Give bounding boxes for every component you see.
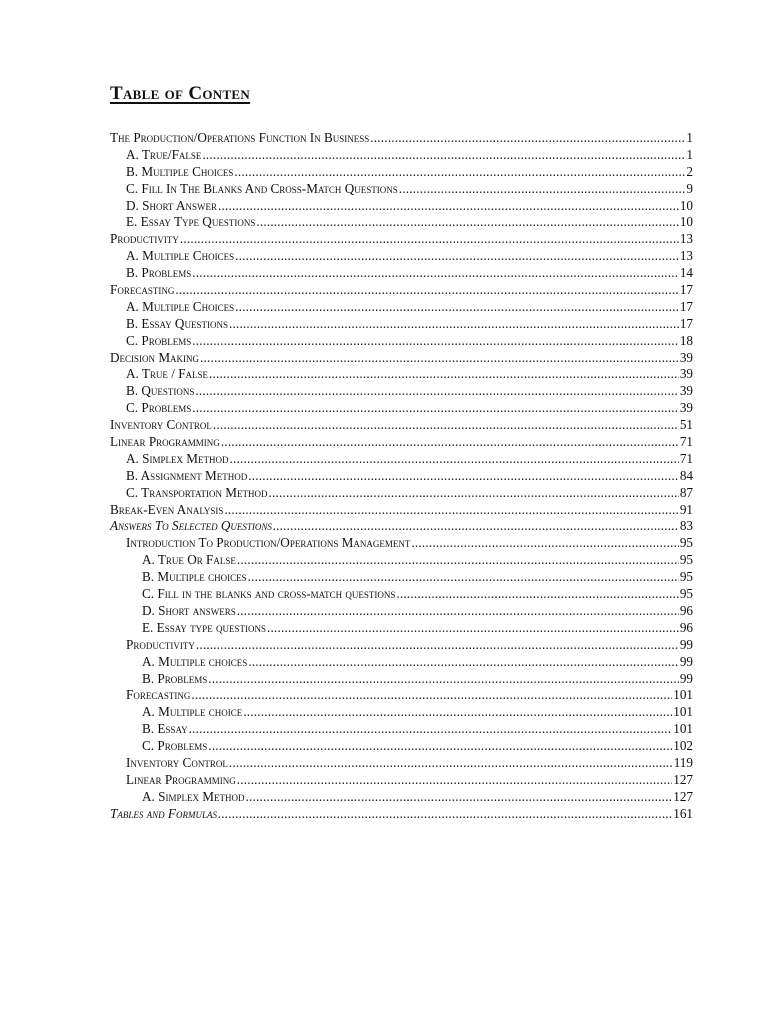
toc-entry-row (126, 468, 693, 485)
toc-entry[interactable] (0, 417, 768, 434)
toc-entry-label: Linear Programming (110, 434, 220, 450)
toc-entry-page-number: 161 (673, 805, 693, 821)
toc-entry-page-number: 17 (679, 282, 693, 298)
toc-entry-label: C. Problems (126, 332, 192, 348)
toc-entry-row (126, 181, 693, 198)
toc-entry-row (126, 485, 693, 502)
toc-entry-label: Answers To Selected Questions (110, 518, 272, 534)
toc-entry-label: B. Problems (126, 265, 192, 281)
toc-entry[interactable] (0, 637, 768, 654)
toc-entry-label: B. Questions (126, 383, 195, 399)
toc-entry-label: Forecasting (126, 687, 191, 703)
toc-entry[interactable] (0, 620, 768, 637)
toc-entry[interactable] (0, 214, 768, 231)
toc-entry[interactable] (0, 738, 768, 755)
dot-leader (213, 417, 679, 434)
toc-entry[interactable] (0, 400, 768, 417)
dot-leader (192, 333, 679, 350)
toc-entry-row (126, 248, 693, 265)
toc-entry-page-number: 10 (679, 214, 693, 230)
toc-entry-page-number: 101 (673, 687, 693, 703)
toc-entry[interactable] (0, 451, 768, 468)
toc-entry-row (142, 654, 693, 671)
toc-entry-label: B. Essay (142, 721, 188, 737)
toc-entry-label: Productivity (110, 231, 179, 247)
toc-entry[interactable] (0, 366, 768, 383)
toc-entry-page-number: 51 (679, 417, 693, 433)
toc-entry[interactable] (0, 383, 768, 400)
toc-entry-page-number: 83 (679, 518, 693, 534)
toc-entry-page-number: 99 (679, 653, 693, 669)
toc-entry-page-number: 13 (679, 248, 693, 264)
toc-entry[interactable] (0, 248, 768, 265)
toc-entry[interactable] (0, 687, 768, 704)
dot-leader (235, 299, 679, 316)
toc-entry-page-number: 87 (679, 484, 693, 500)
toc-entry-label: Break-Even Analysis (110, 501, 224, 517)
toc-entry-row (126, 535, 693, 552)
toc-title: Table of Conten (110, 83, 251, 104)
dot-leader (411, 535, 678, 552)
toc-entry-row (110, 130, 693, 147)
toc-entry[interactable] (0, 198, 768, 215)
toc-entry-row (142, 569, 693, 586)
toc-entry[interactable] (0, 434, 768, 451)
toc-entry-page-number: 1 (686, 130, 693, 145)
toc-entry-label: C. Fill In The Blanks And Cross-Match Questions (126, 180, 398, 196)
toc-entry-label: Inventory Control (126, 754, 228, 770)
toc-entry-label: B. Essay Questions (126, 315, 228, 331)
toc-entry-label: B. Multiple Choices (126, 163, 234, 179)
dot-leader (370, 130, 685, 147)
toc-entry-label: E. Essay type questions (142, 619, 266, 635)
toc-entry-label: A. Multiple choices (142, 653, 248, 669)
toc-entry-page-number: 95 (679, 569, 693, 585)
dot-leader (229, 316, 679, 333)
toc-entry-page-number: 71 (679, 450, 693, 466)
toc-entry-page-number: 101 (673, 721, 693, 737)
toc-entry-label: Inventory Control (110, 417, 212, 433)
toc-entry[interactable] (0, 704, 768, 721)
toc-entry-page-number: 95 (679, 535, 693, 551)
toc-entry-page-number: 10 (679, 197, 693, 213)
dot-leader (267, 620, 679, 637)
toc-entry-page-number: 127 (673, 771, 693, 787)
toc-entry-page-number: 71 (679, 434, 693, 450)
dot-leader (248, 569, 679, 586)
toc-entry-page-number: 95 (679, 586, 693, 602)
dot-leader (218, 806, 672, 823)
toc-entry[interactable] (0, 181, 768, 198)
dot-leader (195, 383, 678, 400)
toc-entry-page-number: 102 (673, 738, 693, 754)
toc-entry[interactable] (0, 654, 768, 671)
toc-entry[interactable] (0, 333, 768, 350)
dot-leader (237, 772, 673, 789)
toc-entry-row (126, 637, 693, 654)
toc-entry-row (142, 671, 693, 688)
toc-entry[interactable] (0, 265, 768, 282)
toc-entry-label: A. Simplex Method (126, 450, 229, 466)
dot-leader (191, 687, 672, 704)
toc-entry-row (126, 164, 693, 181)
dot-leader (209, 366, 679, 383)
toc-entry[interactable] (0, 485, 768, 502)
toc-entry-label: Tables and Formulas (110, 805, 217, 821)
toc-entry-page-number: 96 (679, 619, 693, 635)
toc-entry-page-number: 14 (679, 265, 693, 281)
dot-leader (256, 214, 678, 231)
toc-entry[interactable] (0, 350, 768, 367)
toc-entry[interactable] (0, 671, 768, 688)
toc-entry-label: The Production/Operations Function In Business (110, 130, 370, 145)
toc-entry-row (142, 552, 693, 569)
toc-entry-page-number: 99 (679, 636, 693, 652)
dot-leader (235, 248, 679, 265)
toc-entry-label: Decision Making (110, 349, 200, 365)
toc-entry[interactable] (0, 299, 768, 316)
dot-leader (208, 738, 672, 755)
toc-entry-row (110, 350, 693, 367)
dot-leader (208, 671, 679, 688)
dot-leader (224, 502, 678, 519)
toc-entry[interactable] (0, 772, 768, 789)
dot-leader (229, 451, 678, 468)
toc-entry-row (126, 214, 693, 231)
toc-entry[interactable] (0, 603, 768, 620)
toc-entry[interactable] (0, 518, 768, 535)
toc-entry-row (110, 502, 693, 519)
toc-entry-row (142, 721, 693, 738)
toc-entry[interactable] (0, 586, 768, 603)
toc-entry[interactable] (0, 282, 768, 299)
toc-entry-row (142, 738, 693, 755)
toc-entry-row (126, 755, 693, 772)
toc-entry[interactable] (0, 164, 768, 181)
toc-entry-page-number: 39 (679, 383, 693, 399)
toc-entry-row (110, 518, 693, 535)
toc-entry-label: B. Problems (142, 670, 208, 686)
toc-entry-row (126, 147, 693, 164)
toc-entry-label: A. True / False (126, 366, 209, 382)
toc-entry-row (126, 687, 693, 704)
toc-entry-label: Productivity (126, 636, 195, 652)
toc-entry[interactable] (0, 231, 768, 248)
toc-list (0, 130, 768, 823)
dot-leader (192, 265, 679, 282)
dot-leader (268, 485, 678, 502)
toc-entry-page-number: 9 (686, 180, 693, 196)
toc-entry-row (142, 704, 693, 721)
dot-leader (221, 434, 679, 451)
toc-entry-row (126, 316, 693, 333)
toc-entry-page-number: 84 (679, 467, 693, 483)
toc-entry-row (110, 434, 693, 451)
dot-leader (396, 586, 678, 603)
toc-entry-label: B. Multiple choices (142, 569, 247, 585)
toc-entry-label: B. Assignment Method (126, 467, 248, 483)
toc-entry[interactable] (0, 789, 768, 806)
dot-leader (202, 147, 685, 164)
toc-entry-row (126, 333, 693, 350)
toc-entry-row (126, 451, 693, 468)
dot-leader (200, 350, 679, 367)
dot-leader (399, 181, 686, 198)
toc-entry-page-number: 119 (673, 754, 693, 770)
toc-entry-page-number: 91 (679, 501, 693, 517)
toc-entry-page-number: 17 (679, 315, 693, 331)
toc-entry-label: C. Fill in the blanks and cross-match questions (142, 586, 396, 602)
toc-entry[interactable] (0, 755, 768, 772)
toc-entry-label: A. Simplex Method (142, 788, 245, 804)
toc-entry-row (142, 586, 693, 603)
toc-entry-page-number: 39 (679, 349, 693, 365)
toc-entry-page-number: 96 (679, 602, 693, 618)
dot-leader (196, 637, 679, 654)
toc-entry-row (142, 603, 693, 620)
toc-entry[interactable] (0, 552, 768, 569)
dot-leader (189, 721, 673, 738)
dot-leader (248, 468, 679, 485)
toc-entry-label: A. Multiple choice (142, 704, 243, 720)
toc-entry-row (126, 299, 693, 316)
toc-entry-label: Linear Programming (126, 771, 236, 787)
toc-entry-label: A. True/False (126, 146, 202, 162)
toc-entry-page-number: 39 (679, 366, 693, 382)
dot-leader (175, 282, 678, 299)
dot-leader (234, 164, 685, 181)
toc-entry-page-number: 17 (679, 298, 693, 314)
toc-entry-label: A. Multiple Choices (126, 248, 235, 264)
toc-entry-label: A. Multiple Choices (126, 298, 235, 314)
dot-leader (243, 704, 672, 721)
toc-entry-page-number: 101 (673, 704, 693, 720)
dot-leader (218, 198, 679, 215)
toc-entry-page-number: 18 (679, 332, 693, 348)
toc-entry[interactable] (0, 468, 768, 485)
dot-leader (180, 231, 679, 248)
toc-entry-page-number: 1 (686, 146, 693, 162)
toc-entry[interactable] (0, 535, 768, 552)
dot-leader (248, 654, 679, 671)
toc-entry-label: Introduction To Production/Operations Management (126, 535, 411, 551)
toc-entry-label: C. Transportation Method (126, 484, 268, 500)
toc-entry[interactable] (0, 569, 768, 586)
toc-entry-row (110, 417, 693, 434)
toc-entry[interactable] (0, 721, 768, 738)
toc-entry-label: D. Short Answer (126, 197, 218, 213)
toc-entry-row (126, 400, 693, 417)
toc-entry-row (126, 198, 693, 215)
dot-leader (273, 518, 679, 535)
toc-entry-page-number: 99 (679, 670, 693, 686)
toc-entry[interactable] (0, 316, 768, 333)
toc-entry-label: Forecasting (110, 282, 175, 298)
toc-entry[interactable] (0, 147, 768, 164)
toc-entry-page-number: 13 (679, 231, 693, 247)
dot-leader (245, 789, 672, 806)
dot-leader (237, 603, 679, 620)
toc-entry-row (126, 366, 693, 383)
toc-entry-row (110, 282, 693, 299)
toc-entry-row (110, 806, 693, 823)
toc-entry-page-number: 2 (686, 163, 693, 179)
toc-entry-row (142, 789, 693, 806)
dot-leader (192, 400, 679, 417)
toc-entry-page-number: 127 (673, 788, 693, 804)
toc-entry-label: C. Problems (142, 738, 208, 754)
toc-entry[interactable] (0, 130, 768, 147)
dot-leader (237, 552, 679, 569)
toc-entry-page-number: 95 (679, 552, 693, 568)
toc-entry-label: E. Essay Type Questions (126, 214, 256, 230)
toc-entry-row (126, 383, 693, 400)
toc-entry-row (126, 772, 693, 789)
toc-entry[interactable] (0, 502, 768, 519)
toc-entry-row (126, 265, 693, 282)
toc-entry[interactable] (0, 806, 768, 823)
dot-leader (229, 755, 673, 772)
toc-entry-row (110, 231, 693, 248)
toc-entry-label: C. Problems (126, 400, 192, 416)
toc-entry-row (142, 620, 693, 637)
toc-entry-label: A. True Or False (142, 552, 236, 568)
toc-entry-page-number: 39 (679, 400, 693, 416)
toc-entry-label: D. Short answers (142, 602, 236, 618)
